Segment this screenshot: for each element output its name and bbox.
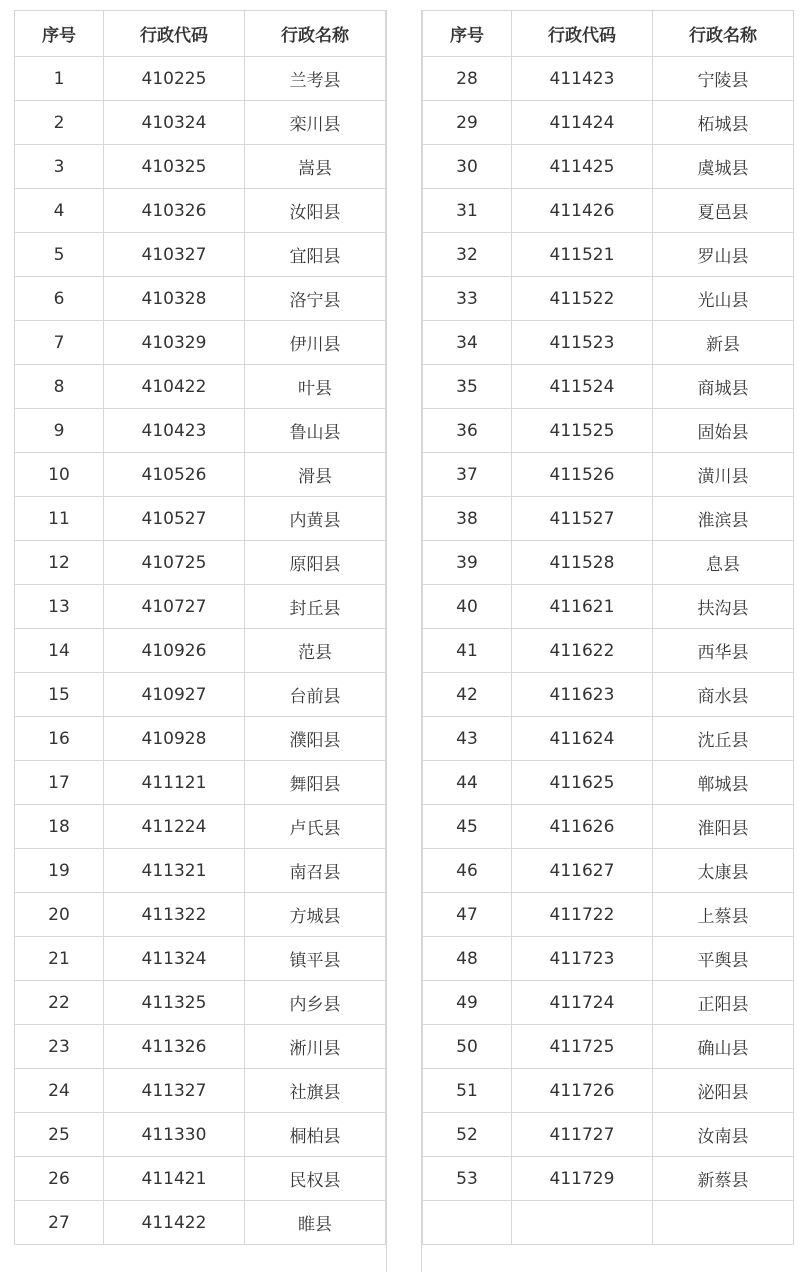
cell-index: 23 [15, 1025, 104, 1069]
cell-code: 411621 [512, 585, 653, 629]
cell-index: 8 [15, 365, 104, 409]
cell-name: 光山县 [653, 277, 794, 321]
cell-name: 泌阳县 [653, 1069, 794, 1113]
cell-name: 社旗县 [245, 1069, 386, 1113]
cell-code: 410325 [104, 145, 245, 189]
cell-index: 30 [423, 145, 512, 189]
cell-code: 411325 [104, 981, 245, 1025]
cell-name: 郸城县 [653, 761, 794, 805]
table-row [423, 233, 794, 277]
cell-name [653, 1201, 794, 1245]
cell-name: 太康县 [653, 849, 794, 893]
cell-name: 桐柏县 [245, 1113, 386, 1157]
cell-name: 栾川县 [245, 101, 386, 145]
cell-index: 46 [423, 849, 512, 893]
cell-index: 38 [423, 497, 512, 541]
table-row [423, 629, 794, 673]
table-row [423, 1025, 794, 1069]
cell-index: 11 [15, 497, 104, 541]
cell-name: 滑县 [245, 453, 386, 497]
cell-code: 410727 [104, 585, 245, 629]
cell-code: 411324 [104, 937, 245, 981]
cell-index: 14 [15, 629, 104, 673]
cell-name: 内乡县 [245, 981, 386, 1025]
table-row [15, 321, 386, 365]
table-row [423, 981, 794, 1025]
cell-index: 24 [15, 1069, 104, 1113]
cell-index: 3 [15, 145, 104, 189]
cell-code: 411623 [512, 673, 653, 717]
cell-name: 伊川县 [245, 321, 386, 365]
table-row [15, 541, 386, 585]
cell-name: 平舆县 [653, 937, 794, 981]
cell-index: 5 [15, 233, 104, 277]
table-row [15, 585, 386, 629]
table-row [423, 409, 794, 453]
table-row [15, 629, 386, 673]
cell-index: 10 [15, 453, 104, 497]
header-row [423, 11, 794, 57]
cell-code: 411327 [104, 1069, 245, 1113]
cell-index: 20 [15, 893, 104, 937]
cell-index: 1 [15, 57, 104, 101]
cell-code: 410423 [104, 409, 245, 453]
cell-name: 正阳县 [653, 981, 794, 1025]
cell-name: 台前县 [245, 673, 386, 717]
cell-name: 固始县 [653, 409, 794, 453]
cell-code: 411423 [512, 57, 653, 101]
cell-name: 商城县 [653, 365, 794, 409]
cell-code: 411729 [512, 1157, 653, 1201]
table-row [15, 761, 386, 805]
table-row [15, 1069, 386, 1113]
cell-code: 410225 [104, 57, 245, 101]
header-row [15, 11, 386, 57]
table-row [423, 277, 794, 321]
table-row [15, 409, 386, 453]
cell-name: 宁陵县 [653, 57, 794, 101]
cell-name: 上蔡县 [653, 893, 794, 937]
header-name: 行政名称 [245, 11, 386, 57]
table-row [423, 893, 794, 937]
cell-index: 15 [15, 673, 104, 717]
cell-index: 25 [15, 1113, 104, 1157]
cell-code: 411626 [512, 805, 653, 849]
cell-name: 汝阳县 [245, 189, 386, 233]
cell-code: 411322 [104, 893, 245, 937]
cell-index [423, 1201, 512, 1245]
cell-code: 411425 [512, 145, 653, 189]
cell-code: 411622 [512, 629, 653, 673]
cell-code: 410927 [104, 673, 245, 717]
cell-code: 410328 [104, 277, 245, 321]
cell-code: 410422 [104, 365, 245, 409]
cell-index: 49 [423, 981, 512, 1025]
cell-name: 内黄县 [245, 497, 386, 541]
cell-index: 13 [15, 585, 104, 629]
cell-name: 商水县 [653, 673, 794, 717]
cell-code: 411627 [512, 849, 653, 893]
cell-index: 36 [423, 409, 512, 453]
table-row [15, 1025, 386, 1069]
cell-index: 12 [15, 541, 104, 585]
cell-code: 410928 [104, 717, 245, 761]
cell-name: 淮滨县 [653, 497, 794, 541]
cell-index: 29 [423, 101, 512, 145]
cell-index: 9 [15, 409, 104, 453]
table-row [423, 805, 794, 849]
table-row [15, 497, 386, 541]
header-index: 序号 [423, 11, 512, 57]
table-row [15, 1201, 386, 1245]
table-row [423, 849, 794, 893]
cell-name: 叶县 [245, 365, 386, 409]
cell-index: 35 [423, 365, 512, 409]
cell-name: 虞城县 [653, 145, 794, 189]
table-row [423, 1201, 794, 1245]
cell-name: 扶沟县 [653, 585, 794, 629]
table-row [423, 585, 794, 629]
table-row [15, 849, 386, 893]
table-row [423, 541, 794, 585]
cell-index: 27 [15, 1201, 104, 1245]
table-row [15, 365, 386, 409]
cell-code [512, 1201, 653, 1245]
cell-code: 411726 [512, 1069, 653, 1113]
cell-name: 嵩县 [245, 145, 386, 189]
cell-index: 28 [423, 57, 512, 101]
cell-index: 26 [15, 1157, 104, 1201]
table-row [423, 717, 794, 761]
table-right-half [422, 10, 794, 1245]
table-row [15, 981, 386, 1025]
table-row [15, 145, 386, 189]
cell-code: 411624 [512, 717, 653, 761]
table-row [423, 673, 794, 717]
cell-index: 22 [15, 981, 104, 1025]
cell-index: 2 [15, 101, 104, 145]
cell-index: 32 [423, 233, 512, 277]
cell-code: 411528 [512, 541, 653, 585]
cell-name: 舞阳县 [245, 761, 386, 805]
table-row [15, 277, 386, 321]
cell-code: 411727 [512, 1113, 653, 1157]
cell-name: 南召县 [245, 849, 386, 893]
cell-index: 21 [15, 937, 104, 981]
cell-index: 41 [423, 629, 512, 673]
table-row [15, 453, 386, 497]
cell-code: 410926 [104, 629, 245, 673]
cell-code: 410527 [104, 497, 245, 541]
table-row [423, 321, 794, 365]
cell-index: 7 [15, 321, 104, 365]
cell-name: 确山县 [653, 1025, 794, 1069]
cell-code: 411723 [512, 937, 653, 981]
cell-code: 411426 [512, 189, 653, 233]
cell-index: 44 [423, 761, 512, 805]
table-row [15, 717, 386, 761]
cell-name: 柘城县 [653, 101, 794, 145]
cell-name: 新蔡县 [653, 1157, 794, 1201]
cell-name: 濮阳县 [245, 717, 386, 761]
table-row [423, 1157, 794, 1201]
cell-name: 罗山县 [653, 233, 794, 277]
cell-name: 宜阳县 [245, 233, 386, 277]
cell-index: 17 [15, 761, 104, 805]
column-separator [386, 10, 422, 1272]
cell-code: 410326 [104, 189, 245, 233]
cell-name: 睢县 [245, 1201, 386, 1245]
cell-name: 范县 [245, 629, 386, 673]
cell-code: 411521 [512, 233, 653, 277]
table-row [423, 57, 794, 101]
cell-index: 6 [15, 277, 104, 321]
table-row [423, 189, 794, 233]
table-row [15, 805, 386, 849]
cell-index: 42 [423, 673, 512, 717]
table-row [15, 673, 386, 717]
cell-name: 鲁山县 [245, 409, 386, 453]
table-row [15, 101, 386, 145]
cell-name: 原阳县 [245, 541, 386, 585]
cell-index: 52 [423, 1113, 512, 1157]
cell-code: 410725 [104, 541, 245, 585]
cell-code: 411421 [104, 1157, 245, 1201]
cell-code: 411526 [512, 453, 653, 497]
cell-code: 411722 [512, 893, 653, 937]
cell-index: 37 [423, 453, 512, 497]
cell-code: 411524 [512, 365, 653, 409]
cell-index: 43 [423, 717, 512, 761]
header-code: 行政代码 [512, 11, 653, 57]
table-row [423, 101, 794, 145]
cell-code: 411525 [512, 409, 653, 453]
cell-index: 51 [423, 1069, 512, 1113]
table-row [423, 453, 794, 497]
cell-index: 47 [423, 893, 512, 937]
table-row [15, 937, 386, 981]
cell-code: 411523 [512, 321, 653, 365]
cell-code: 410526 [104, 453, 245, 497]
table-row [423, 1113, 794, 1157]
cell-name: 封丘县 [245, 585, 386, 629]
cell-code: 410329 [104, 321, 245, 365]
table-row [423, 761, 794, 805]
table-row [423, 937, 794, 981]
cell-index: 45 [423, 805, 512, 849]
cell-name: 方城县 [245, 893, 386, 937]
cell-code: 411522 [512, 277, 653, 321]
cell-code: 411321 [104, 849, 245, 893]
cell-name: 沈丘县 [653, 717, 794, 761]
cell-index: 48 [423, 937, 512, 981]
cell-name: 洛宁县 [245, 277, 386, 321]
cell-code: 411424 [512, 101, 653, 145]
cell-code: 411326 [104, 1025, 245, 1069]
table-row [15, 233, 386, 277]
cell-code: 411121 [104, 761, 245, 805]
cell-name: 淮阳县 [653, 805, 794, 849]
table-row [15, 57, 386, 101]
table-row [15, 893, 386, 937]
cell-index: 39 [423, 541, 512, 585]
cell-name: 息县 [653, 541, 794, 585]
header-code: 行政代码 [104, 11, 245, 57]
table-row [15, 1113, 386, 1157]
cell-index: 4 [15, 189, 104, 233]
county-code-table [14, 10, 794, 1272]
cell-name: 夏邑县 [653, 189, 794, 233]
table-row [423, 145, 794, 189]
cell-index: 31 [423, 189, 512, 233]
cell-code: 411330 [104, 1113, 245, 1157]
table-row [423, 497, 794, 541]
cell-code: 410327 [104, 233, 245, 277]
cell-index: 16 [15, 717, 104, 761]
cell-code: 411724 [512, 981, 653, 1025]
cell-code: 410324 [104, 101, 245, 145]
table-row [15, 189, 386, 233]
header-name: 行政名称 [653, 11, 794, 57]
cell-code: 411224 [104, 805, 245, 849]
cell-code: 411725 [512, 1025, 653, 1069]
cell-name: 新县 [653, 321, 794, 365]
cell-name: 潢川县 [653, 453, 794, 497]
cell-code: 411625 [512, 761, 653, 805]
cell-name: 汝南县 [653, 1113, 794, 1157]
table-row [15, 1157, 386, 1201]
cell-index: 50 [423, 1025, 512, 1069]
cell-index: 33 [423, 277, 512, 321]
cell-name: 镇平县 [245, 937, 386, 981]
cell-name: 民权县 [245, 1157, 386, 1201]
cell-index: 40 [423, 585, 512, 629]
cell-name: 卢氏县 [245, 805, 386, 849]
cell-name: 淅川县 [245, 1025, 386, 1069]
cell-index: 53 [423, 1157, 512, 1201]
cell-index: 18 [15, 805, 104, 849]
cell-name: 兰考县 [245, 57, 386, 101]
table-row [423, 1069, 794, 1113]
cell-code: 411422 [104, 1201, 245, 1245]
cell-index: 34 [423, 321, 512, 365]
table-row [423, 365, 794, 409]
cell-index: 19 [15, 849, 104, 893]
table-left-half [14, 10, 386, 1245]
cell-code: 411527 [512, 497, 653, 541]
header-index: 序号 [15, 11, 104, 57]
cell-name: 西华县 [653, 629, 794, 673]
